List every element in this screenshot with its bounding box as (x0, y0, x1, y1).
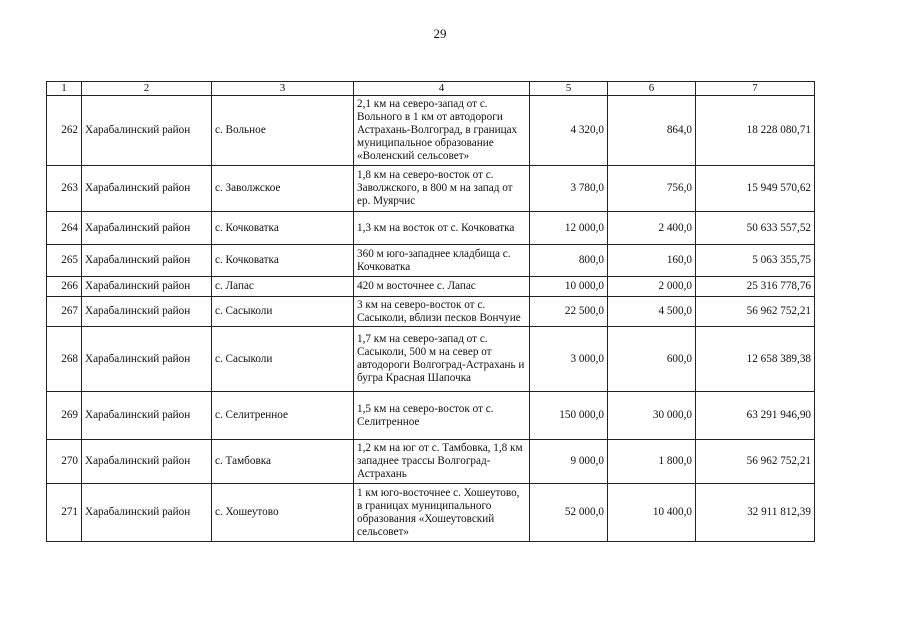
col5-cell: 4 320,0 (530, 96, 608, 166)
col7-cell: 56 962 752,21 (696, 297, 815, 327)
district-cell: Харабалинский район (82, 277, 212, 297)
village-cell: с. Лапас (212, 277, 354, 297)
location-cell: 1,7 км на северо-запад от с. Сасыколи, 500 м на север от автодороги Волгоград-Астрахань и бугра Красная Шапочка (354, 327, 530, 392)
village-cell: с. Заволжское (212, 166, 354, 212)
row-number: 265 (47, 245, 82, 277)
col7-cell: 15 949 570,62 (696, 166, 815, 212)
table-row (47, 96, 815, 166)
district-cell: Харабалинский район (82, 245, 212, 277)
col7-cell: 12 658 389,38 (696, 327, 815, 392)
column-header: 3 (212, 82, 354, 96)
district-cell: Харабалинский район (82, 440, 212, 484)
district-cell: Харабалинский район (82, 392, 212, 440)
col6-cell: 4 500,0 (608, 297, 696, 327)
location-cell: 1 км юго-восточнее с. Хошеутово, в границах муниципального образования «Хошеутовский сельсовет» (354, 484, 530, 542)
location-cell: 1,8 км на северо-восток от с. Заволжского, в 800 м на запад от ер. Муярчис (354, 166, 530, 212)
col5-cell: 3 780,0 (530, 166, 608, 212)
table-header-row (47, 82, 815, 96)
column-header: 2 (82, 82, 212, 96)
column-header: 1 (47, 82, 82, 96)
village-cell: с. Кочковатка (212, 245, 354, 277)
table-row (47, 245, 815, 277)
col5-cell: 150 000,0 (530, 392, 608, 440)
district-cell: Харабалинский район (82, 96, 212, 166)
district-cell: Харабалинский район (82, 212, 212, 245)
col7-cell: 63 291 946,90 (696, 392, 815, 440)
col7-cell: 25 316 778,76 (696, 277, 815, 297)
col5-cell: 12 000,0 (530, 212, 608, 245)
column-header: 5 (530, 82, 608, 96)
location-cell: 1,2 км на юг от с. Тамбовка, 1,8 км западнее трассы Волгоград-Астрахань (354, 440, 530, 484)
district-cell: Харабалинский район (82, 484, 212, 542)
col7-cell: 18 228 080,71 (696, 96, 815, 166)
village-cell: с. Вольное (212, 96, 354, 166)
col5-cell: 52 000,0 (530, 484, 608, 542)
location-cell: 420 м восточнее с. Лапас (354, 277, 530, 297)
col5-cell: 10 000,0 (530, 277, 608, 297)
location-cell: 1,3 км на восток от с. Кочковатка (354, 212, 530, 245)
location-cell: 2,1 км на северо-запад от с. Вольного в 1 км от автодороги Астрахань-Волгоград, в границах муниципальное образование «Воленский сельсовет» (354, 96, 530, 166)
village-cell: с. Селитренное (212, 392, 354, 440)
column-header: 4 (354, 82, 530, 96)
table-row (47, 484, 815, 542)
row-number: 269 (47, 392, 82, 440)
page-number: 29 (433, 26, 447, 41)
table-row (47, 277, 815, 297)
village-cell: с. Хошеутово (212, 484, 354, 542)
col5-cell: 9 000,0 (530, 440, 608, 484)
district-cell: Харабалинский район (82, 327, 212, 392)
col7-cell: 50 633 557,52 (696, 212, 815, 245)
table-row (47, 212, 815, 245)
row-number: 263 (47, 166, 82, 212)
row-number: 271 (47, 484, 82, 542)
table-row (47, 297, 815, 327)
row-number: 266 (47, 277, 82, 297)
district-cell: Харабалинский район (82, 297, 212, 327)
col7-cell: 56 962 752,21 (696, 440, 815, 484)
table-row (47, 327, 815, 392)
village-cell: с. Тамбовка (212, 440, 354, 484)
col5-cell: 800,0 (530, 245, 608, 277)
col5-cell: 3 000,0 (530, 327, 608, 392)
row-number: 270 (47, 440, 82, 484)
col6-cell: 756,0 (608, 166, 696, 212)
village-cell: с. Сасыколи (212, 327, 354, 392)
district-cell: Харабалинский район (82, 166, 212, 212)
col7-cell: 5 063 355,75 (696, 245, 815, 277)
row-number: 264 (47, 212, 82, 245)
table-row (47, 166, 815, 212)
col7-cell: 32 911 812,39 (696, 484, 815, 542)
table-row (47, 392, 815, 440)
col6-cell: 10 400,0 (608, 484, 696, 542)
col6-cell: 600,0 (608, 327, 696, 392)
col6-cell: 30 000,0 (608, 392, 696, 440)
village-cell: с. Сасыколи (212, 297, 354, 327)
col6-cell: 2 000,0 (608, 277, 696, 297)
village-cell: с. Кочковатка (212, 212, 354, 245)
row-number: 262 (47, 96, 82, 166)
col6-cell: 864,0 (608, 96, 696, 166)
row-number: 267 (47, 297, 82, 327)
column-header: 7 (696, 82, 815, 96)
row-number: 268 (47, 327, 82, 392)
col6-cell: 2 400,0 (608, 212, 696, 245)
table-row (47, 440, 815, 484)
column-header: 6 (608, 82, 696, 96)
location-cell: 3 км на северо-восток от с. Сасыколи, вблизи песков Вончуие (354, 297, 530, 327)
col5-cell: 22 500,0 (530, 297, 608, 327)
location-cell: 1,5 км на северо-восток от с. Селитренное (354, 392, 530, 440)
registry-table (46, 81, 815, 542)
col6-cell: 1 800,0 (608, 440, 696, 484)
col6-cell: 160,0 (608, 245, 696, 277)
location-cell: 360 м юго-западнее кладбища с. Кочковатка (354, 245, 530, 277)
